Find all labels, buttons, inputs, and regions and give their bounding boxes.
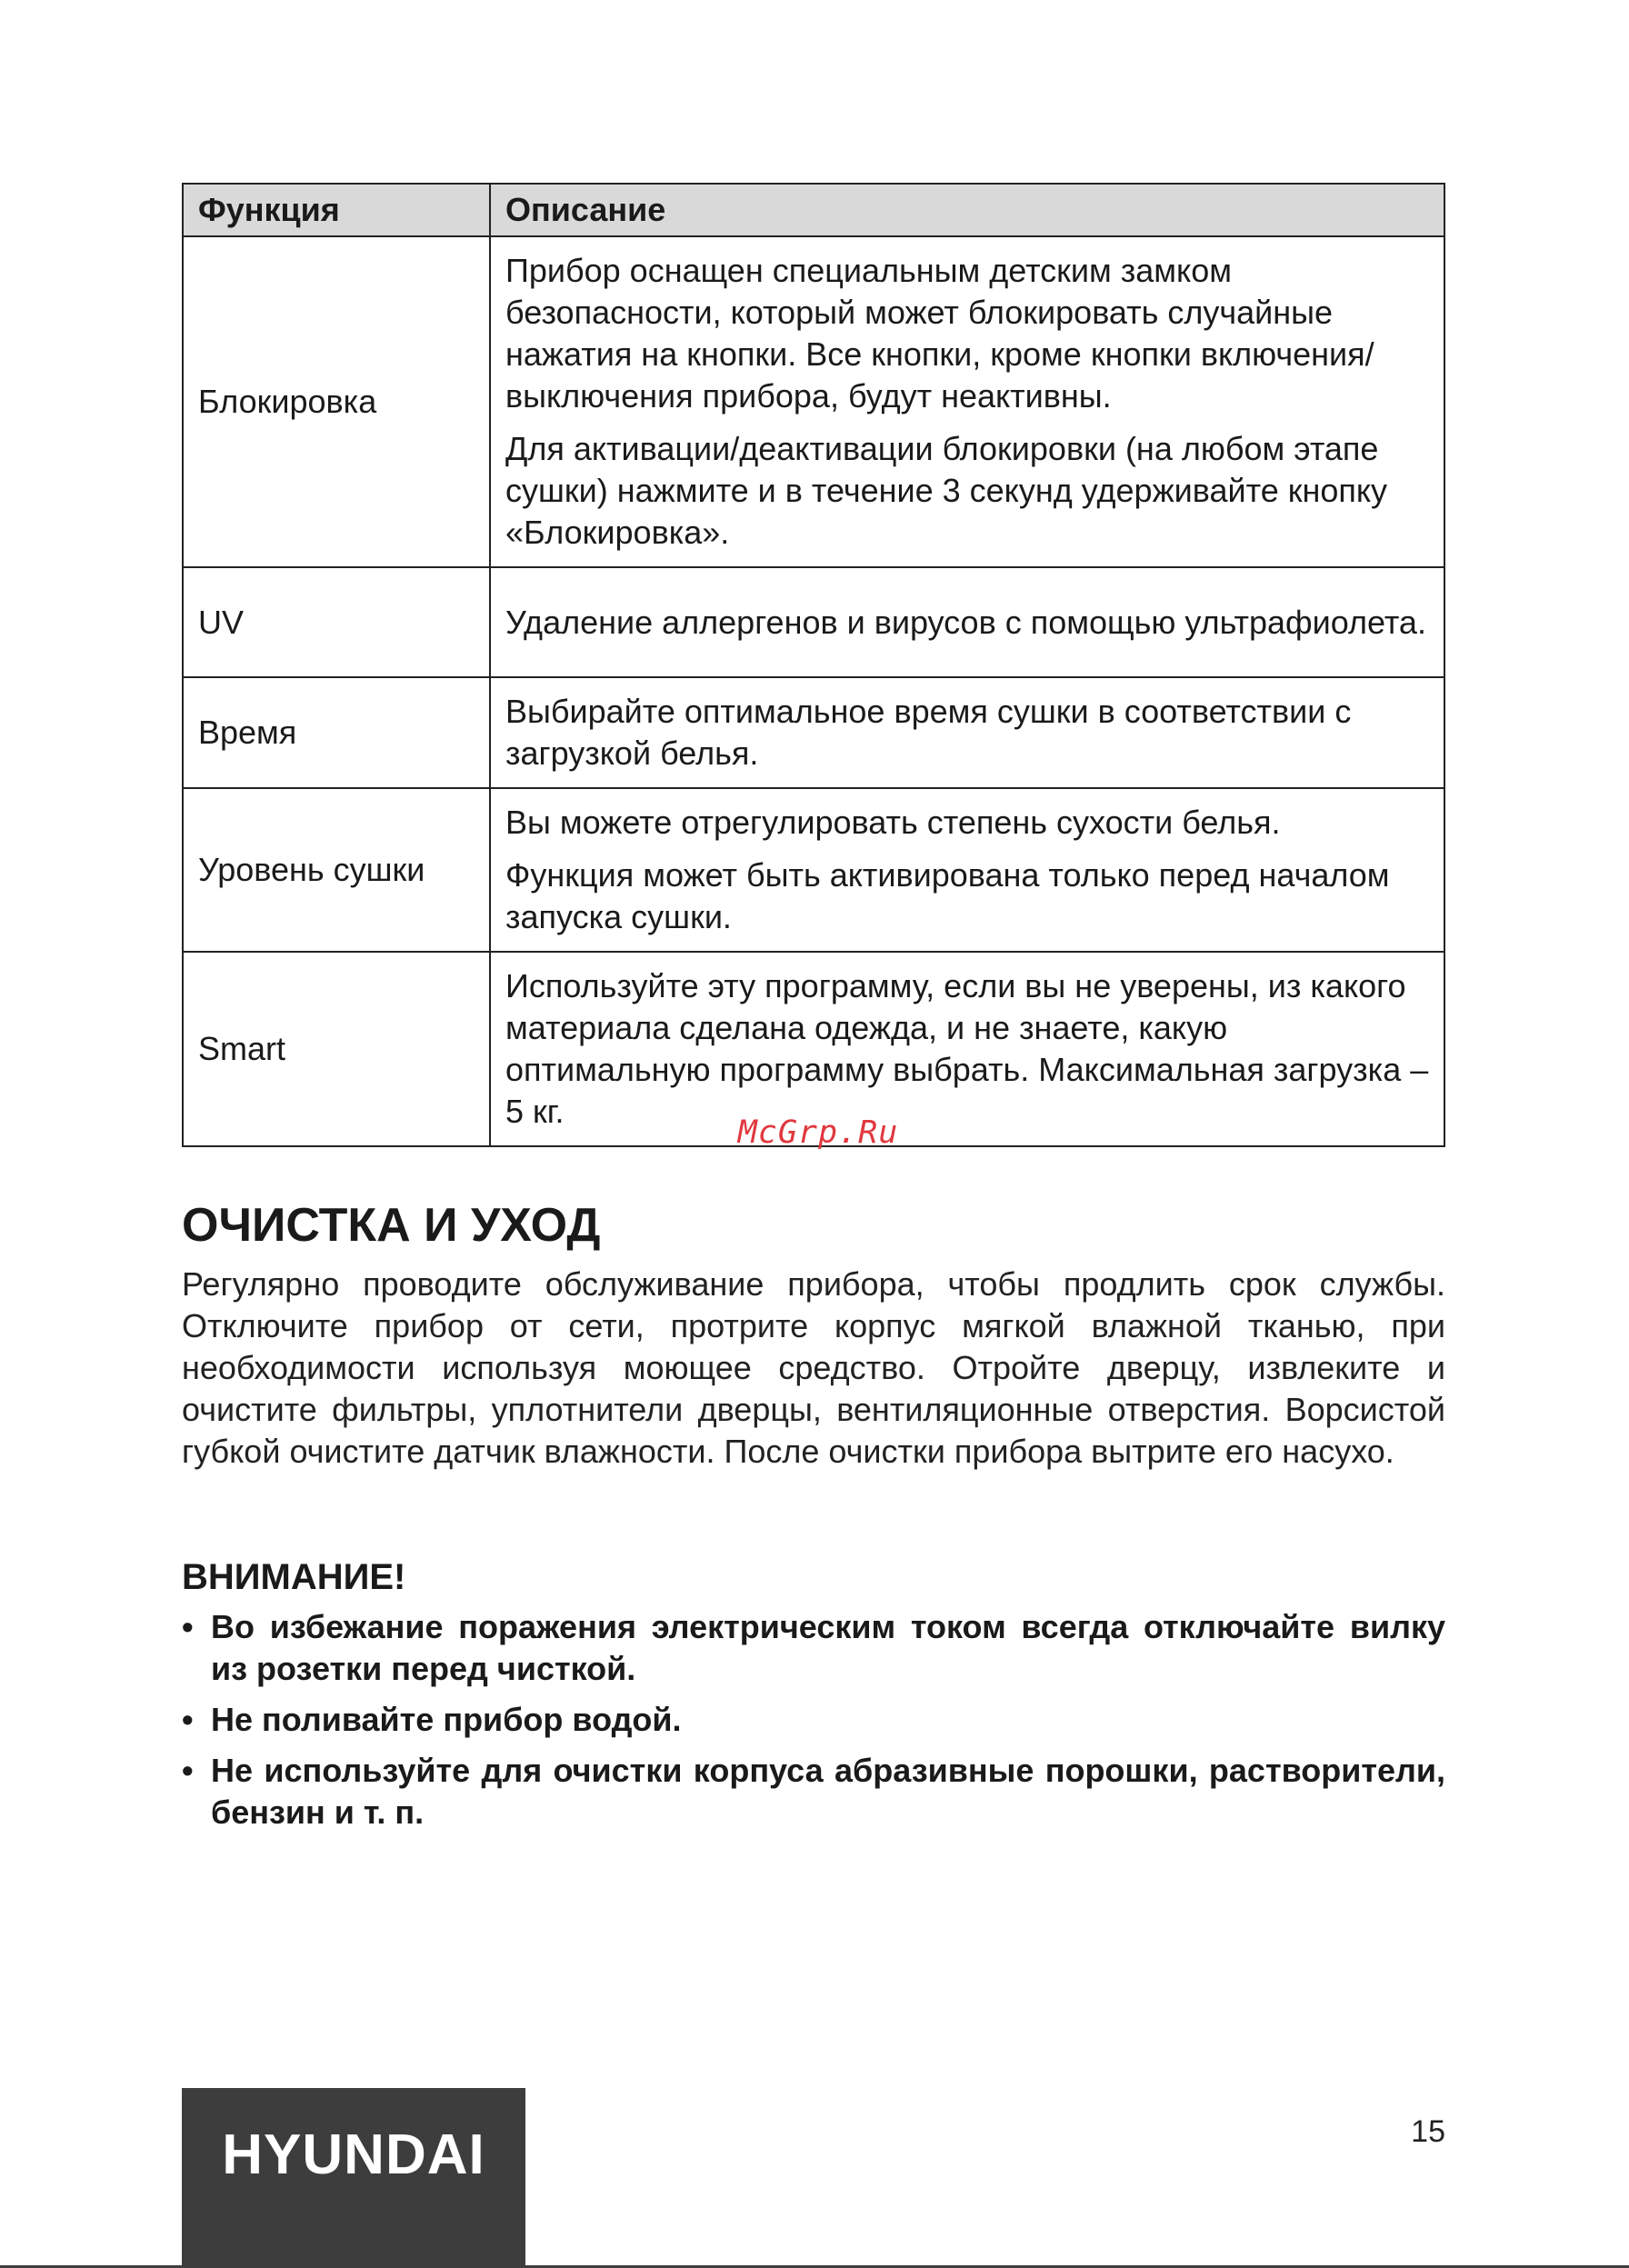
- function-description: [490, 952, 1444, 1146]
- functions-table: [182, 183, 1445, 1147]
- description-paragraph: Вы можете отрегулировать степень сухости белья.: [505, 804, 1281, 841]
- header-function: Функция: [183, 184, 490, 236]
- table-header-row: [183, 184, 1444, 236]
- brand-box: [182, 2088, 525, 2268]
- function-description: [490, 567, 1444, 677]
- page-number: 15: [1411, 2114, 1445, 2149]
- bullet-icon: •: [182, 1701, 194, 1738]
- cleaning-text: Регулярно проводите обслуживание прибора, чтобы продлить срок службы. Отключите прибор от сети, протрите корпус мягкой влажной тканью, при необходимости используя моющее средство. Отройте дверцу, извлеките и очистите фильтры, уплотнители дверцы, вентиляционные отверстия. Ворсистой губкой очистите датчик влажности. После очистки прибора вытрите его насухо.: [182, 1265, 1445, 1470]
- function-description: [490, 677, 1444, 788]
- description-paragraph: Выбирайте оптимальное время сушки в соответствии с загрузкой белья.: [505, 693, 1352, 772]
- warning-list: [182, 1606, 1445, 1843]
- warning-title: ВНИМАНИЕ!: [182, 1557, 406, 1597]
- description-paragraph: Функция может быть активирована только перед началом запуска сушки.: [505, 856, 1390, 935]
- function-description: [490, 236, 1444, 567]
- function-name: Время: [183, 677, 490, 788]
- cleaning-title: ОЧИСТКА И УХОД: [182, 1199, 601, 1252]
- description-paragraph: Для активации/деактивации блокировки (на любом этапе сушки) нажмите и в течение 3 секунд удерживайте кнопку «Блокировка».: [505, 430, 1388, 551]
- list-item: [182, 1699, 1445, 1741]
- bullet-icon: •: [182, 1752, 194, 1789]
- watermark: McGrp.Ru: [737, 1114, 899, 1151]
- table-row: [183, 567, 1444, 677]
- warning-text: Не используйте для очистки корпуса абразивные порошки, растворители, бензин и т. п.: [211, 1752, 1445, 1831]
- warning-text: Во избежание поражения электрическим током всегда отключайте вилку из розетки перед чисткой.: [211, 1608, 1445, 1687]
- list-item: [182, 1750, 1445, 1833]
- function-name: Блокировка: [183, 236, 490, 567]
- list-item: [182, 1606, 1445, 1690]
- function-name: UV: [183, 567, 490, 677]
- table-row: [183, 236, 1444, 567]
- warning-text: Не поливайте прибор водой.: [211, 1701, 682, 1738]
- function-name: Уровень сушки: [183, 788, 490, 952]
- header-description: Описание: [490, 184, 1444, 236]
- bullet-icon: •: [182, 1608, 194, 1645]
- table-row: [183, 677, 1444, 788]
- description-paragraph: Прибор оснащен специальным детским замком безопасности, который может блокировать случайные нажатия на кнопки. Все кнопки, кроме кнопки включения/выключения прибора, будут неактивны.: [505, 252, 1374, 415]
- function-name: Smart: [183, 952, 490, 1146]
- description-paragraph: Удаление аллергенов и вирусов с помощью ультрафиолета.: [505, 603, 1426, 641]
- description-paragraph: Используйте эту программу, если вы не уверены, из какого материала сделана одежда, и не знаете, какую оптимальную программу выбрать. Максимальная загрузка – 5 кг.: [505, 967, 1429, 1130]
- function-description: [490, 788, 1444, 952]
- table-row: [183, 788, 1444, 952]
- brand-logo: HYUNDAI: [222, 2123, 485, 2186]
